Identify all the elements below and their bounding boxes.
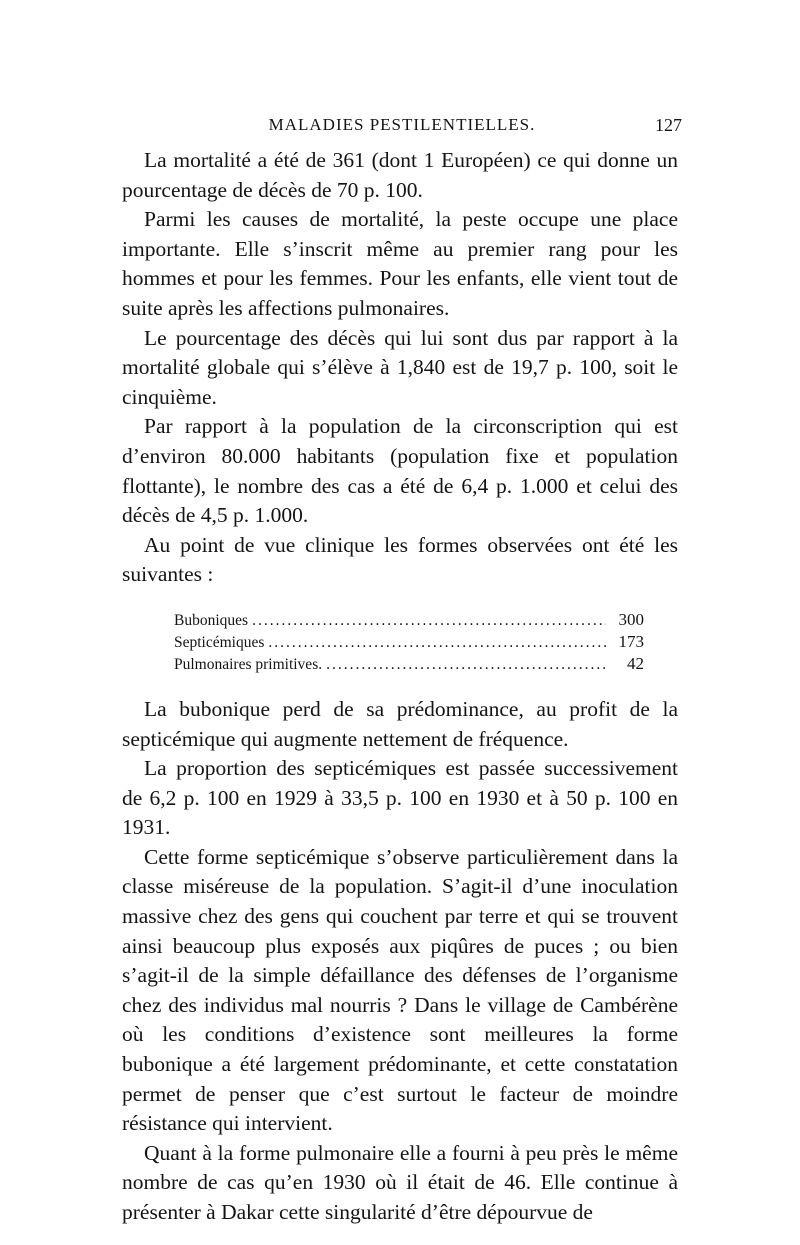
paragraph: La bubonique perd de sa prédominance, au profit de la septicémique qui augmente nettement de fréquence. — [122, 696, 678, 751]
row-label: Septicémiques — [174, 633, 265, 651]
row-value: 173 — [618, 631, 644, 651]
paragraph: Au point de vue clinique les formes observées ont été les suivantes : — [122, 532, 678, 587]
paragraph: Par rapport à la population de la circonscription qui est d’environ 80.000 habitants (population fixe et population flottante), le nombre des cas a été de 6,4 p. 1.000 et celui des décès de 4,5 p. 1.000. — [122, 414, 678, 528]
clinical-forms-table — [174, 609, 644, 675]
row-value: 42 — [627, 653, 644, 673]
dot-leader — [326, 654, 606, 675]
table-row — [174, 653, 644, 675]
paragraph: Cette forme septicémique s’observe particulièrement dans la classe miséreuse de la population. S’agit-il d’une inoculation massive chez des gens qui couchent par terre et qui se trouvent ainsi beaucoup plus exposés aux piqûres de puces ; ou bien s’agit-il de la simple défaillance des défenses de l’organisme chez des individus mal nourris ? Dans le village de Cambérène où les conditions d’existence sont meilleures la forme bubonique a été largement prédominante, et cette constatation permet de penser que c’est surtout le facteur de moindre résistance qui intervient. — [122, 844, 678, 1136]
page-number: 127 — [655, 115, 682, 135]
paragraph: La proportion des septicémiques est passée successivement de 6,2 p. 100 en 1929 à 33,5 p. 100 en 1930 et à 50 p. 100 en 1931. — [122, 756, 678, 840]
paragraph: Le pourcentage des décès qui lui sont dus par rapport à la mortalité globale qui s’élève à 1,840 est de 19,7 p. 100, soit le cinquième. — [122, 325, 678, 409]
paragraph: Quant à la forme pulmonaire elle a fourni à peu près le même nombre de cas qu’en 1930 où il était de 46. Elle continue à présenter à Dakar cette singularité d’être dépourvue de — [122, 1140, 678, 1224]
page-header — [122, 113, 682, 141]
body-text — [122, 146, 678, 1228]
running-title: MALADIES PESTILENTIELLES. — [268, 115, 536, 134]
row-label: Pulmonaires primitives. — [174, 655, 323, 673]
paragraph: Parmi les causes de mortalité, la peste occupe une place importante. Elle s’inscrit même au premier rang pour les hommes et pour les femmes. Pour les enfants, elle vient tout de suite après les affections pulmonaires. — [122, 207, 678, 320]
table-row — [174, 631, 644, 653]
row-label: Buboniques — [174, 611, 249, 629]
dot-leader — [268, 632, 606, 653]
row-value: 300 — [618, 609, 644, 629]
table-row — [174, 609, 644, 631]
paragraph: La mortalité a été de 361 (dont 1 Européen) ce qui donne un pourcentage de décès de 70 p. 100. — [122, 148, 678, 202]
dot-leader — [252, 610, 606, 631]
